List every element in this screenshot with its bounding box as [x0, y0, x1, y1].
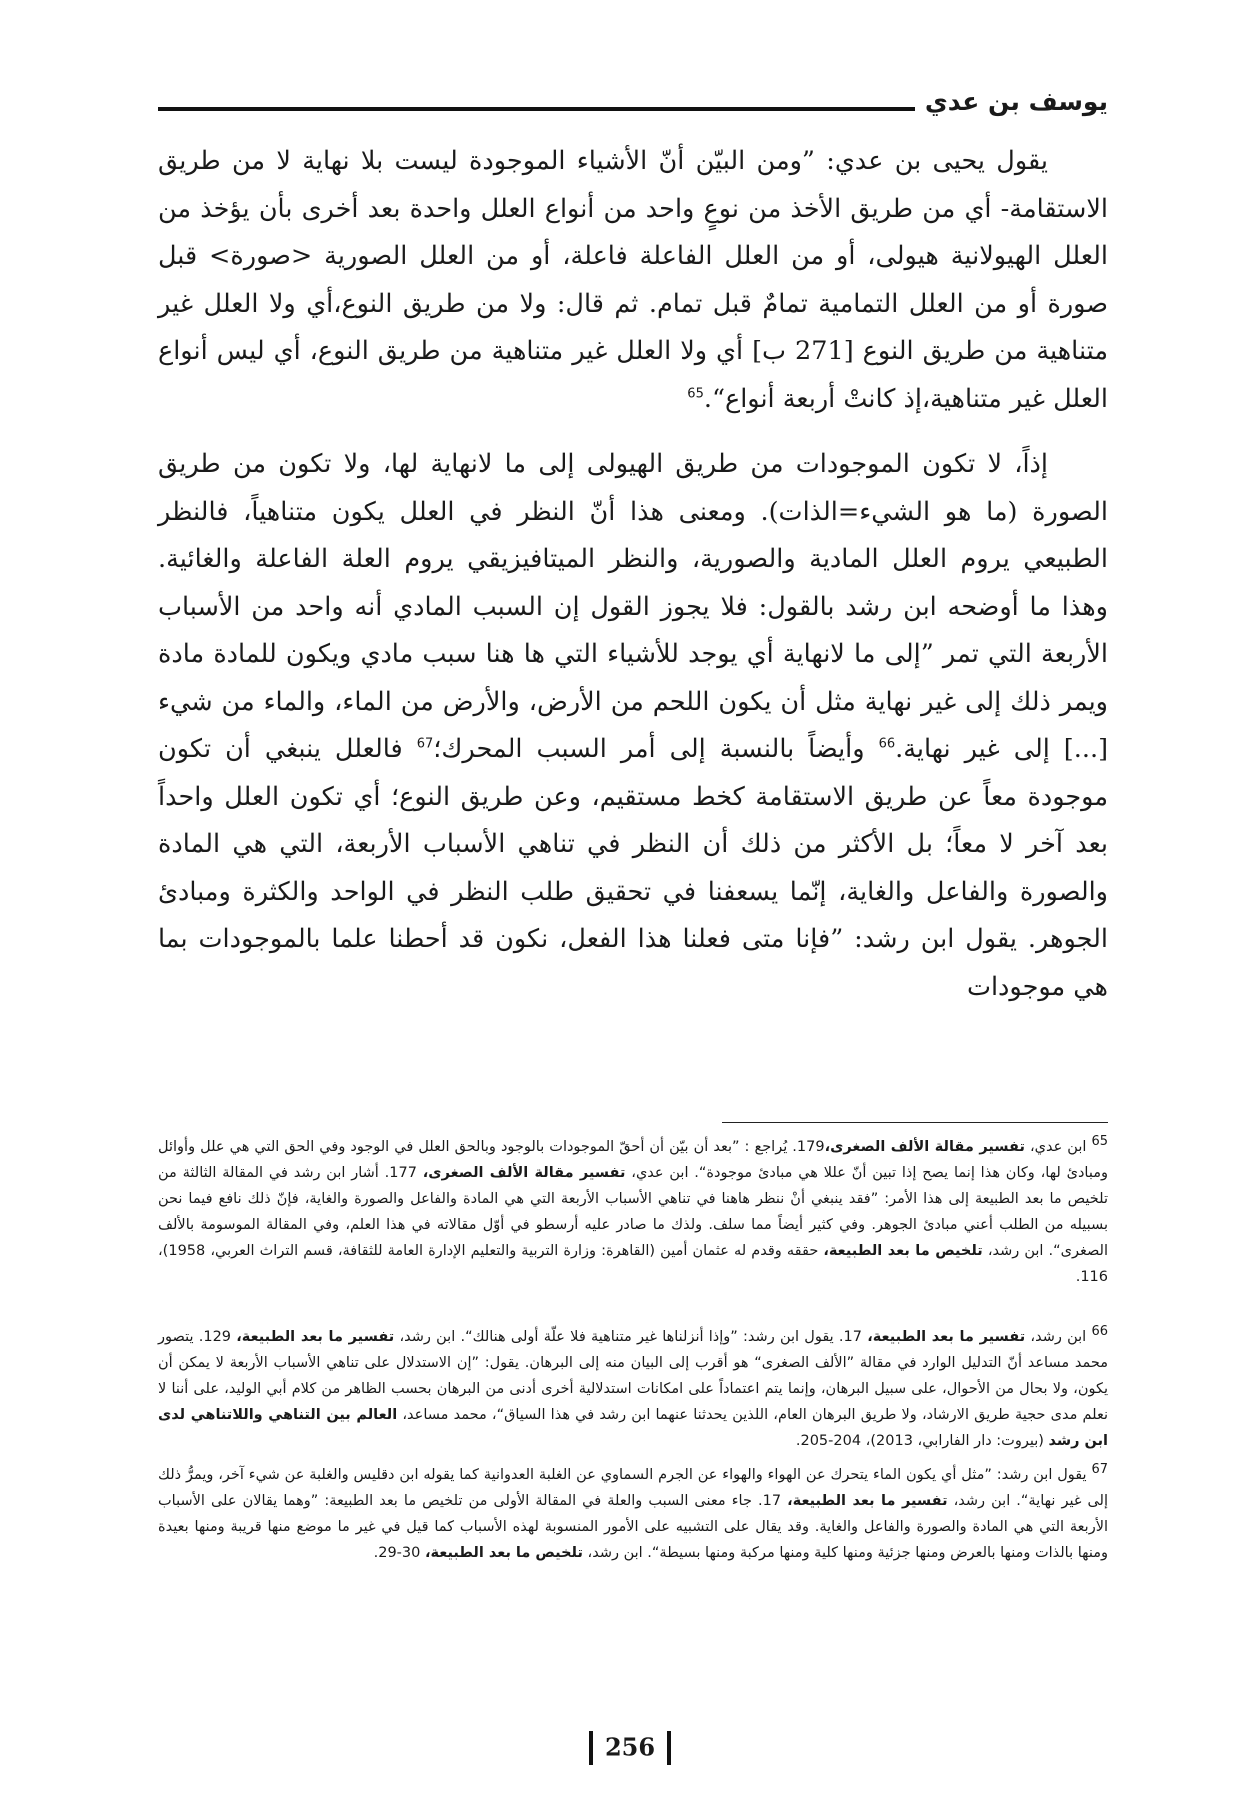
- book-title: تفسير مقالة الألف الصغرى،: [824, 1139, 1025, 1155]
- footnote-67: [158, 1462, 1108, 1566]
- footnote-text: 179. يُراجع : ”بعد أن بيّن أن أحقّ الموجودات بالوجود وبالحق العلل في الوجود وفي الحق التي هي علل وأوائل ومبادئ لها، وكان هذا إنما يصح إذا تبين أنّ عللا هي مبادئ موجودة“. ابن عدي،: [158, 1139, 1108, 1181]
- paragraph-2: [158, 441, 1108, 1011]
- footnote-text: (بيروت: دار الفارابي، 2013)، 204-205.: [795, 1433, 1049, 1449]
- footnote-text: حققه وقدم له عثمان أمين (القاهرة: وزارة التربية والتعليم الإدارة العامة للثقافة، قسم التراث العربي، 1958)، 116.: [158, 1243, 1108, 1285]
- footnote-text: ابن رشد،: [1025, 1329, 1087, 1345]
- footnote-ref-65[interactable]: 65: [687, 386, 704, 401]
- page-number-value: 256: [604, 1732, 656, 1762]
- footnote-text: يقول ابن رشد: ”مثل أي يكون الماء يتحرك عن الهواء والهواء عن الجرم السماوي عن الغلبة العدوانية كما يقوله ابن دقليس والغلبة عن شيء آخر، ويمرُّ ذلك إلى غير نهاية“. ابن رشد،: [158, 1467, 1109, 1509]
- book-title: تفسير مقالة الألف الصغرى،: [422, 1165, 626, 1181]
- footnotes: [158, 1134, 1108, 1566]
- paragraph-1-text: يقول يحيى بن عدي: ”ومن البيّن أنّ الأشياء الموجودة ليست بلا نهاية لا من طريق الاستقامة- أي من طريق الأخذ من نوعٍ واحد من أنواع العلل واحدة بعد أخرى بأن يؤخذ من العلل الهيولانية هيولى، أو من العلل الفاعلة فاعلة، أو من العلل الصورية <صورة> قبل صورة أو من العلل التمامية تمامٌ قبل تمام. ثم قال: ولا من طريق النوع،أي ولا العلل غير متناهية من طريق النوع [271 ب] أي ولا العلل غير متناهية من طريق النوع، أي ليس أنواع العلل غير متناهية،إذ كانتْ أربعة أنواع“.: [158, 146, 1109, 414]
- book-title: تفسير ما بعد الطبيعة،: [236, 1329, 395, 1345]
- book-title: تلخيص ما بعد الطبيعة،: [424, 1545, 583, 1561]
- main-text: [158, 138, 1108, 1011]
- book-title: تلخيص ما بعد الطبيعة،: [823, 1243, 983, 1259]
- running-header: [158, 88, 1108, 122]
- footnote-66: [158, 1324, 1108, 1454]
- paragraph-2-part3: فالعلل ينبغي أن تكون موجودة معاً عن طريق الاستقامة كخط مستقيم، وعن طريق النوع؛ أي تكون العلل واحداً بعد آخر لا معاً؛ بل الأكثر من ذلك أن النظر في تناهي الأسباب الأربعة، التي هي المادة والصورة والفاعل والغاية، إنّما يسعفنا في تحقيق طلب النظر في الواحد والكثرة ومبادئ الجوهر. يقول ابن رشد: ”فإنا متى فعلنا هذا الفعل، نكون قد أحطنا علما بالموجودات بما هي موجودات: [158, 734, 1108, 1002]
- paragraph-1: [158, 138, 1108, 423]
- footnote-text: 17. جاء معنى السبب والعلة في المقالة الأولى من تلخيص ما بعد الطبيعة: ”وهما يقالان على الأسباب الأربعة التي هي المادة والصورة والفاعل والغاية. وقد يقال على التشبيه على الأمور المنسوبة لهذه الأسباب كما قيل في غير ما موضع منها قريبة ومنها بعيدة ومنها بالذات ومنها بالعرض ومنها جزئية ومنها كلية ومنها مركبة ومنها بسيطة“. ابن رشد،: [158, 1493, 1108, 1561]
- footnote-number: 66: [1091, 1324, 1109, 1340]
- footnote-65: [158, 1134, 1108, 1290]
- book-title: العالم بين التناهي واللاتناهي لدى ابن رشد: [158, 1407, 1108, 1449]
- running-header-title: يوسف بن عدي: [915, 88, 1108, 116]
- footnote-separator: [722, 1122, 1108, 1123]
- paragraph-2-part1: إذاً، لا تكون الموجودات من طريق الهيولى إلى ما لانهاية لها، ولا تكون من طريق الصورة (ما هو الشيء=الذات). ومعنى هذا أنّ النظر في العلل يكون متناهياً، فالنظر الطبيعي يروم العلل المادية والصورية، والنظر الميتافيزيقي يروم العلة الفاعلة والغائية. وهذا ما أوضحه ابن رشد بالقول: فلا يجوز القول إن السبب المادي أنه واحد من الأسباب الأربعة التي تمر ”إلى ما لانهاية أي يوجد للأشياء التي ها هنا سبب مادي ويكون للمادة مادة ويمر ذلك إلى غير نهاية مثل أن يكون اللحم من الأرض، والأرض من الماء، والماء من شيء [...] إلى غير نهاية.: [158, 449, 1109, 764]
- page-number-bar-right: [667, 1731, 671, 1765]
- footnote-ref-67[interactable]: 67: [416, 736, 434, 752]
- footnote-number: 65: [1091, 1134, 1109, 1150]
- footnote-number: 67: [1091, 1462, 1109, 1478]
- footnote-text: 30-29.: [373, 1545, 425, 1561]
- footnote-text: ابن عدي،: [1024, 1139, 1087, 1155]
- footnote-text: 17. يقول ابن رشد: ”وإذا أنزلناها غير متناهية فلا علّة أولى هنالك“. ابن رشد،: [394, 1329, 868, 1345]
- page-number-bar-left: [589, 1731, 593, 1765]
- footnote-ref-66[interactable]: 66: [878, 736, 896, 752]
- book-title: تفسير ما بعد الطبيعة،: [787, 1493, 948, 1509]
- footnote-text: 129. يتصور محمد مساعد أنّ التدليل الوارد في مقالة ”الألف الصغرى“ هو أقرب إلى البيان منه إلى البرهان. يقول: ”إن الاستدلال على تناهي الأسباب الأربعة لا يمكن أن يكون، ولا بحال من الأحوال، على سبيل البرهان، وإنما يتم اعتماداً على امكانات استدلالية أخرى أدنى من البرهان بحسب الظاهر من كلام أبي الوليد، على أننا لا نعلم مدى حجية طريق الارشاد، ولا طريق البرهان العام، اللذين يحدثنا عنهما ابن رشد في هذا السياق“، محمد مساعد،: [158, 1329, 1108, 1423]
- footnote-text: 177. أشار ابن رشد في المقالة الثالثة من تلخيص ما بعد الطبيعة إلى هذا الأمر: ”فقد ينبغي أنْ ننظر هاهنا في تناهي الأسباب الأربعة التي هي المادة والفاعل والصورة والغاية، فإنّ ذلك نافع فيما نحن بسبيله من الطلب أعني مبادئ الجوهر. وفي كثير أيضاً مما سلف. ولذك ما صادر عليه أرسطو في أوّل مقالاته في هذا العلم، وفي المقالة الموسومة بالألف الصغرى“. ابن رشد،: [158, 1165, 1109, 1259]
- page-number: [0, 1728, 1260, 1766]
- book-title: تفسير ما بعد الطبيعة،: [867, 1329, 1026, 1345]
- paragraph-2-part2: وأيضاً بالنسبة إلى أمر السبب المحرك؛: [433, 734, 879, 764]
